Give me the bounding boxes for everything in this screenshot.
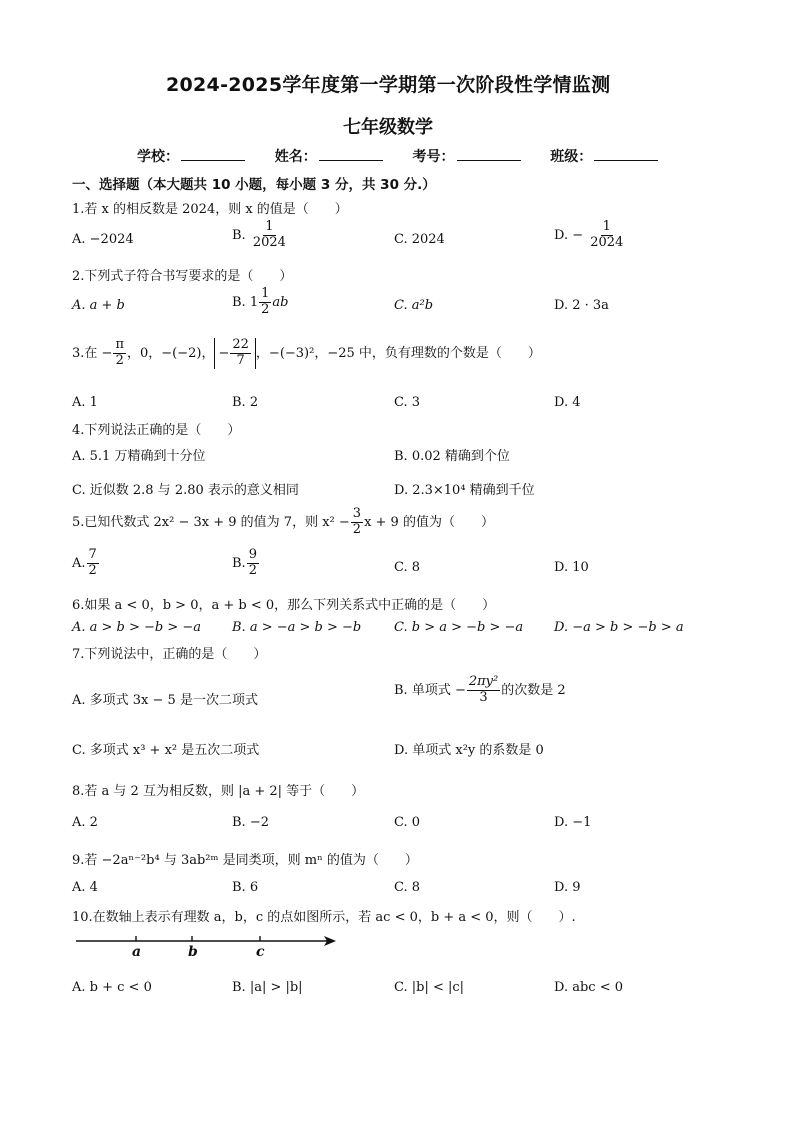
question-1-option-c[interactable]: C. 2024	[394, 232, 445, 247]
question-5-option-c[interactable]: C. 8	[394, 560, 421, 575]
question-7-option-a[interactable]: A. 多项式 3x − 5 是一次二项式	[72, 693, 258, 708]
school-label: 学校：	[137, 149, 179, 165]
question-4-stem: 4.下列说法正确的是（ ）	[72, 423, 241, 438]
question-9-option-b[interactable]: B. 6	[232, 880, 259, 895]
question-4-option-d[interactable]: D. 2.3×10⁴ 精确到千位	[394, 483, 535, 498]
question-9-option-a[interactable]: A. 4	[72, 880, 98, 895]
question-5-option-a[interactable]: A. $\frac{7}{2}$	[72, 547, 97, 578]
question-9-option-c[interactable]: C. 8	[394, 880, 421, 895]
number-line-figure	[74, 930, 344, 966]
question-7-stem: 7.下列说法中，正确的是（ ）	[72, 647, 267, 662]
question-7-option-d[interactable]: D. 单项式 x²y 的系数是 0	[394, 743, 544, 758]
question-9-stem: 9.若 −2aⁿ⁻²b⁴ 与 3ab²ᵐ 是同类项，则 mⁿ 的值为（ ）	[72, 853, 418, 868]
question-4-option-b[interactable]: B. 0.02 精确到个位	[394, 449, 510, 464]
question-6-option-b[interactable]: B. a > −a > b > −b	[232, 620, 362, 635]
question-6-option-c[interactable]: C. b > a > −b > −a	[394, 620, 524, 635]
question-1-option-a[interactable]: A. −2024	[72, 232, 134, 247]
question-3-stem: 3.在 − $\frac{\pi}{2}$ ，0，−(−2)， − $\frac{22}{7}$ ，−(−3)²，−25 中，负有理数的个数是（ ）	[72, 337, 541, 368]
question-1-option-b[interactable]: B. $\frac{1}{2024}$	[232, 219, 286, 250]
question-10-option-c[interactable]: C. |b| < |c|	[394, 980, 465, 995]
class-blank[interactable]	[594, 146, 658, 161]
question-3-option-c[interactable]: C. 3	[394, 395, 421, 410]
question-2-option-b[interactable]: B. 1 $\frac{1}{2}$ ab	[232, 286, 289, 317]
question-3-option-d[interactable]: D. 4	[554, 395, 581, 410]
question-10-option-a[interactable]: A. b + c < 0	[72, 980, 152, 995]
fraction-denominator: 2024	[252, 234, 286, 250]
question-8-option-b[interactable]: B. −2	[232, 815, 269, 830]
question-5-option-b[interactable]: B. $\frac{9}{2}$	[232, 547, 257, 578]
section-title: 一、选择题（本大题共 10 小题，每小题 3 分，共 30 分.）	[72, 177, 436, 193]
question-8-option-a[interactable]: A. 2	[72, 815, 98, 830]
exam-subtitle: 七年级数学	[343, 117, 433, 138]
name-label: 姓名：	[274, 149, 317, 165]
exam-no-label: 考号：	[412, 149, 455, 165]
question-10-stem: 10.在数轴上表示有理数 a，b，c 的点如图所示，若 ac < 0，b + a < 0，则（ ）.	[72, 910, 576, 925]
fraction-numerator: 1	[265, 219, 274, 234]
student-info-row	[137, 146, 658, 166]
question-8-option-c[interactable]: C. 0	[394, 815, 421, 830]
point-label-c: c	[256, 944, 265, 960]
question-7-option-c[interactable]: C. 多项式 x³ + x² 是五次二项式	[72, 743, 260, 758]
point-label-a: a	[132, 944, 142, 960]
exam-no-blank[interactable]	[457, 146, 521, 161]
question-3-option-b[interactable]: B. 2	[232, 395, 259, 410]
question-3-option-a[interactable]: A. 1	[72, 395, 98, 410]
question-2-option-d[interactable]: D. 2 · 3a	[554, 298, 609, 313]
question-10-option-d[interactable]: D. abc < 0	[554, 980, 624, 995]
exam-title: 2024-2025学年度第一学期第一次阶段性学情监测	[166, 74, 611, 96]
class-label: 班级：	[550, 149, 593, 165]
fraction-numerator: 1	[602, 219, 611, 234]
question-2-option-c[interactable]: C. a²b	[394, 298, 434, 313]
question-5-stem: 5.已知代数式 2x² − 3x + 9 的值为 7，则 x² − $\frac{3}{2}$ x + 9 的值为（ ）	[72, 506, 494, 537]
question-4-option-a[interactable]: A. 5.1 万精确到十分位	[72, 449, 206, 464]
school-blank[interactable]	[181, 146, 245, 161]
question-2-option-a[interactable]: A. a + b	[72, 298, 125, 313]
question-8-stem: 8.若 a 与 2 互为相反数，则 |a + 2| 等于（ ）	[72, 784, 365, 799]
question-9-option-d[interactable]: D. 9	[554, 880, 581, 895]
question-8-option-d[interactable]: D. −1	[554, 815, 592, 830]
question-6-option-a[interactable]: A. a > b > −b > −a	[72, 620, 202, 635]
question-1-stem: 1.若 x 的相反数是 2024，则 x 的值是（ ）	[72, 202, 348, 217]
fraction-denominator: 2024	[590, 234, 624, 250]
question-1-option-d[interactable]: D. − $\frac{1}{2024}$	[554, 219, 624, 250]
name-blank[interactable]	[319, 146, 383, 161]
question-6-option-d[interactable]: D. −a > b > −b > a	[554, 620, 684, 635]
question-5-option-d[interactable]: D. 10	[554, 560, 589, 575]
question-6-stem: 6.如果 a < 0，b > 0，a + b < 0，那么下列关系式中正确的是（ ）	[72, 598, 496, 613]
point-label-b: b	[188, 944, 198, 960]
question-4-option-c[interactable]: C. 近似数 2.8 与 2.80 表示的意义相同	[72, 483, 299, 498]
question-2-stem: 2.下列式子符合书写要求的是（ ）	[72, 269, 293, 284]
question-7-option-b[interactable]: B. 单项式 − $\frac{\text{2πy²}}{3}$ 的次数是 2	[394, 674, 566, 705]
question-10-option-b[interactable]: B. |a| > |b|	[232, 980, 303, 995]
